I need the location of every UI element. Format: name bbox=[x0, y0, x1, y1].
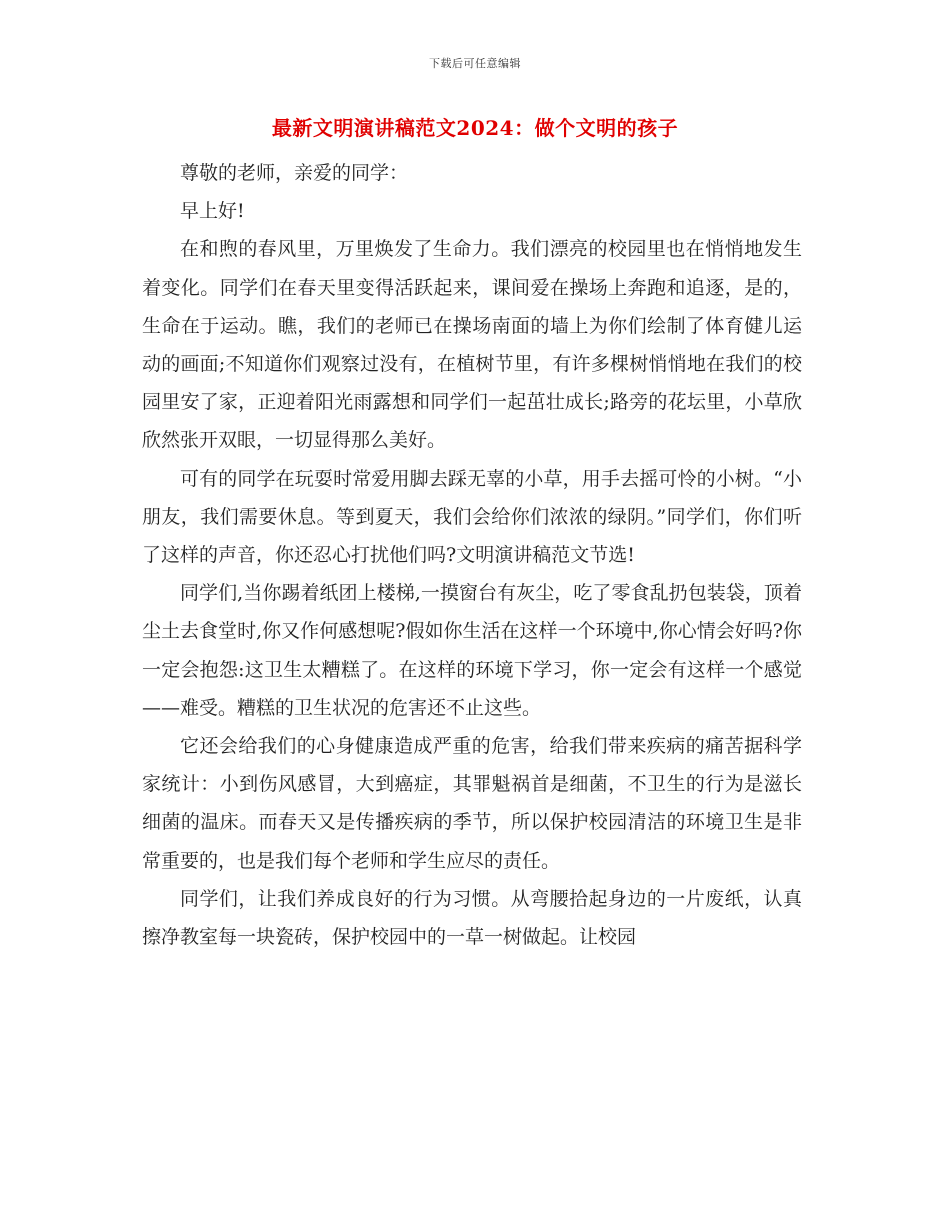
paragraph-hygiene: 同学们,当你踢着纸团上楼梯,一摸窗台有灰尘，吃了零食乱扔包装袋，顶着尘土去食堂时,你又作何感想呢?假如你生活在这样一个环境中,你心情会好吗?你一定会抱怨:这卫生太糟糕了。在这样的环境下学习，你一定会有这样一个感觉——难受。糟糕的卫生状况的危害还不止这些。 bbox=[142, 582, 802, 719]
paragraph-greeting: 尊敬的老师，亲爱的同学： bbox=[180, 162, 409, 184]
page-header: 下载后可任意编辑 bbox=[429, 57, 521, 70]
paragraph-morning: 早上好! bbox=[180, 200, 245, 223]
paragraph-habits: 同学们，让我们养成良好的行为习惯。从弯腰拾起身边的一片废纸，认真擦净教室每一块瓷砖，保护校园中的一草一树做起。让校园 bbox=[142, 887, 802, 949]
paragraph-grass: 可有的同学在玩耍时常爱用脚去踩无辜的小草，用手去摇可怜的小树。“小朋友，我们需要休息。等到夏天，我们会给你们浓浓的绿阴。”同学们，你们听了这样的声音，你还忍心打扰他们吗?文明演讲稿范文节选! bbox=[142, 467, 802, 567]
paragraph-spring: 在和煦的春风里，万里焕发了生命力。我们漂亮的校园里也在悄悄地发生着变化。同学们在春天里变得活跃起来，课间爱在操场上奔跑和追逐，是的，生命在于运动。瞧，我们的老师已在操场南面的墙上为你们绘制了体育健儿运动的画面;不知道你们观察过没有，在植树节里，有许多棵树悄悄地在我们的校园里安了家，正迎着阳光雨露想和同学们一起茁壮成长;路旁的花坛里，小草欣欣然张开双眼，一切显得那么美好。 bbox=[142, 238, 802, 452]
paragraph-health: 它还会给我们的心身健康造成严重的危害，给我们带来疾病的痛苦据科学家统计：小到伤风感冒，大到癌症，其罪魁祸首是细菌，不卫生的行为是滋长细菌的温床。而春天又是传播疾病的季节，所以保护校园清洁的环境卫生是非常重要的，也是我们每个老师和学生应尽的责任。 bbox=[142, 735, 802, 872]
document-body bbox=[142, 154, 802, 956]
document-title: 最新文明演讲稿范文2024：做个文明的孩子 bbox=[271, 116, 679, 140]
